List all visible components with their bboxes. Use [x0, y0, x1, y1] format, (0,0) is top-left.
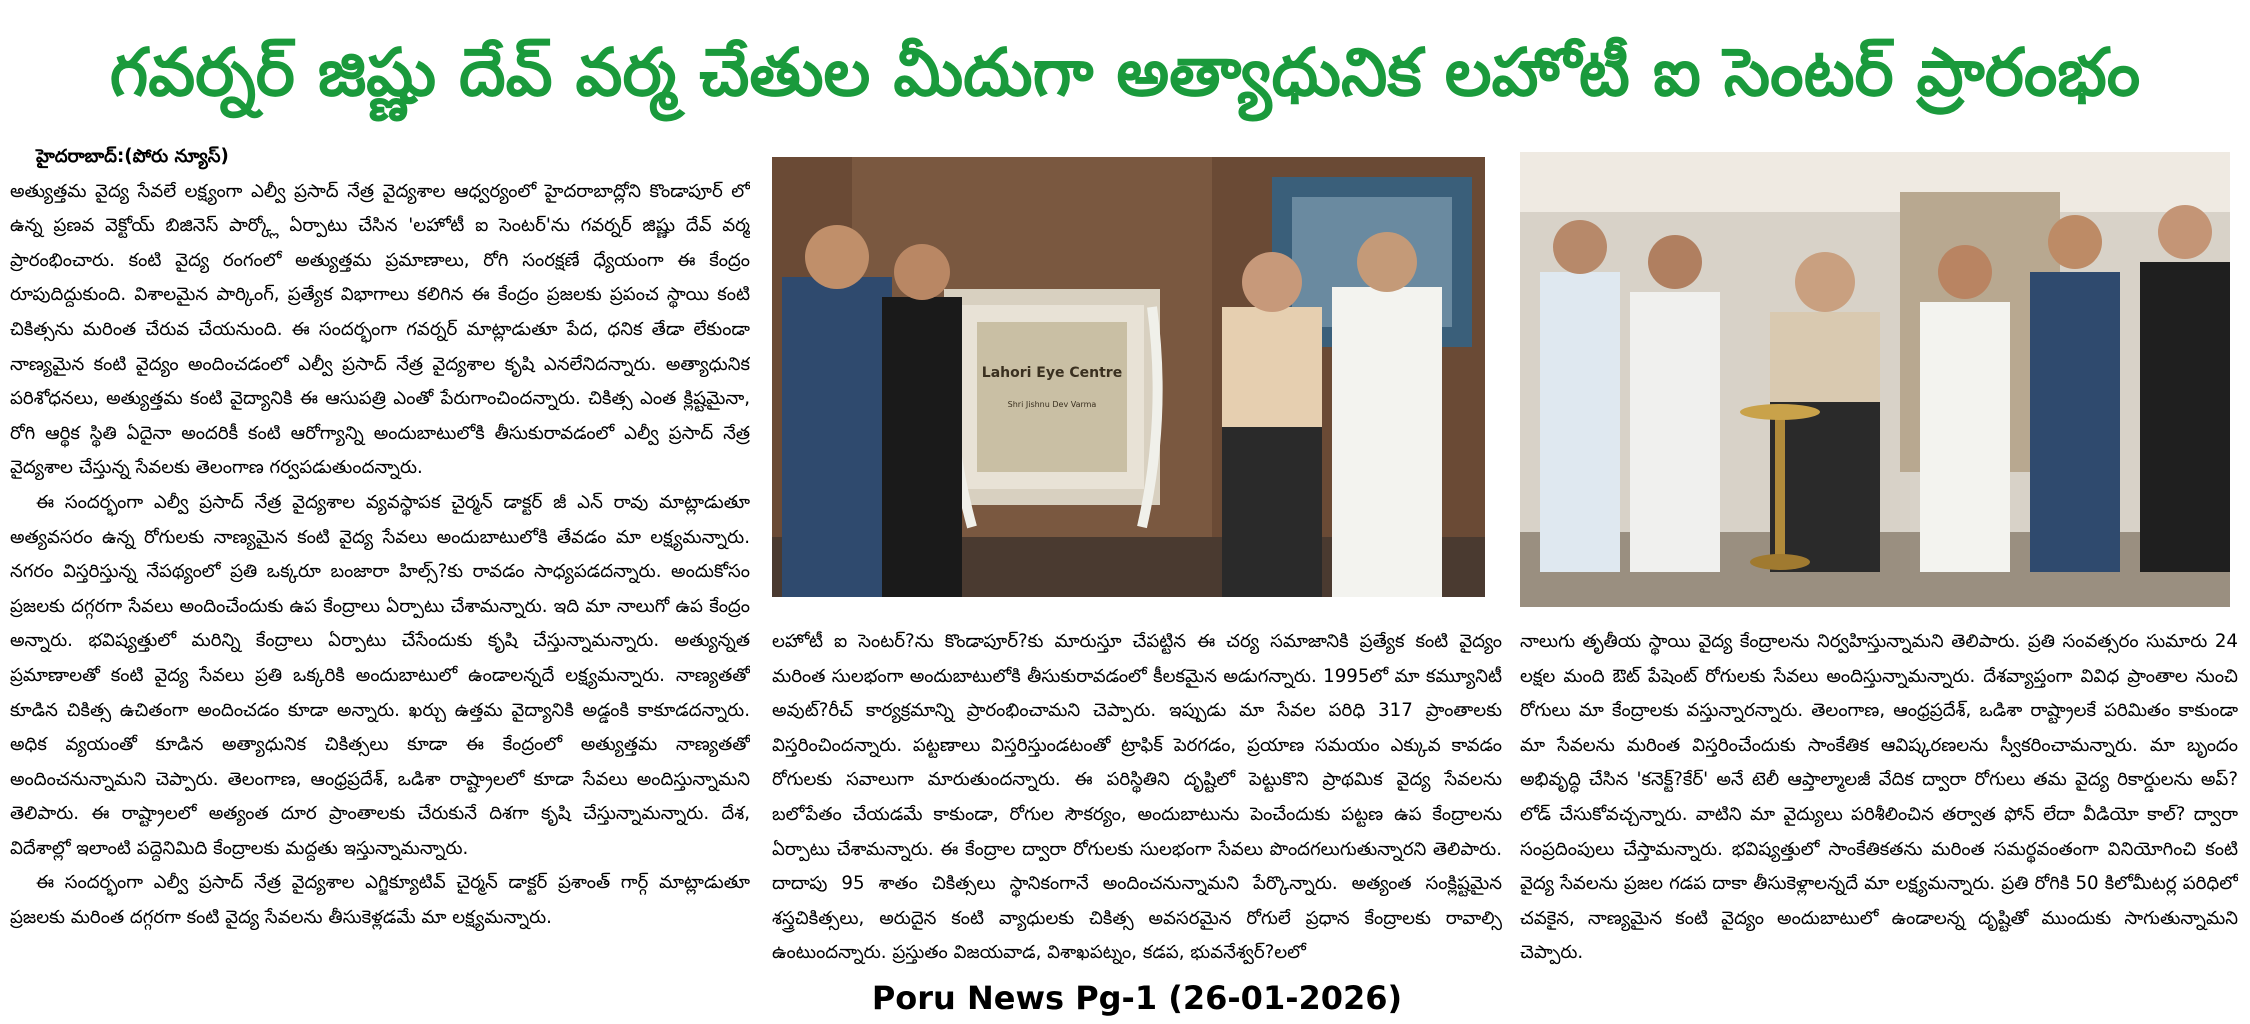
photo-plaque-unveiling-image — [772, 157, 1485, 597]
article-paragraph: ఈ సందర్భంగా ఎల్వీ ప్రసాద్ నేత్ర వైద్యశాల ఎగ్జిక్యూటివ్ చైర్మన్ డాక్టర్ ప్రశాంత్ గార్గ్ మాట్లాడుతూ ప్రజలకు మరింత దగ్గరగా కంటి వైద్య సేవలను తీసుకెళ్లడమే మా లక్ష్యమన్నారు. — [10, 872, 750, 929]
photo-lamp-lighting-image — [1520, 152, 2230, 607]
article-paragraph: లహోటీ ఐ సెంటర్?ను కొండాపూర్?కు మారుస్తూ చేపట్టిన ఈ చర్య సమాజానికి ప్రత్యేక కంటి వైద్యం మరింత సులభంగా అందుబాటులోకి తీసుకురావడంలో కీలకమైన అడుగన్నారు. 1995లో మా కమ్యూనిటీ అవుట్?రీచ్ కార్యక్రమాన్ని ప్రారంభించామని చెప్పారు. ఇప్పుడు మా సేవల పరిధి 317 ప్రాంతాలకు విస్తరించిందన్నారు. పట్టణాలు విస్తరిస్తుండటంతో ట్రాఫిక్ పెరగడం, ప్రయాణ సమయం ఎక్కువ కావడం రోగులకు సవాలుగా మారుతుందన్నారు. ఈ పరిస్థితిని దృష్టిలో పెట్టుకొని ప్రాథమిక వైద్య సేవలను బలోపేతం చేయడమే కాకుండా, రోగుల సౌకర్యం, అందుబాటును పెంచేందుకు పట్టణ ఉప కేంద్రాలను ఏర్పాటు చేశామన్నారు. ఈ కేంద్రాల ద్వారా రోగులకు సులభంగా సేవలు పొందగలుగుతున్నారని తెలిపారు. దాదాపు 95 శాతం చికిత్సలు స్థానికంగానే అందించనున్నామని పేర్కొన్నారు. అత్యంత సంక్లిష్టమైన శస్త్రచికిత్సలు, అరుదైన కంటి వ్యాధులకు చికిత్స అవసరమైన రోగులే ప్రధాన కేంద్రాలకు రావాల్సి ఉంటుందన్నారు. ప్రస్తుతం విజయవాడ, విశాఖపట్నం, కడప, భువనేశ్వర్?లలో — [772, 631, 1502, 964]
article-column-1 — [10, 140, 750, 978]
article-column-3 — [1520, 625, 2238, 983]
photo-plaque-unveiling — [772, 157, 1485, 597]
article-paragraph: ఈ సందర్భంగా ఎల్వీ ప్రసాద్ నేత్ర వైద్యశాల వ్యవస్థాపక చైర్మన్ డాక్టర్ జీ ఎన్ రావు మాట్లాడుతూ అత్యవసరం ఉన్న రోగులకు నాణ్యమైన కంటి వైద్య సేవలు అందుబాటులోకి తేవడం మా లక్ష్యమన్నారు. నగరం విస్తరిస్తున్న నేపథ్యంలో ప్రతి ఒక్కరూ బంజారా హిల్స్?కు రావడం సాధ్యపడదన్నారు. అందుకోసం ప్రజలకు దగ్గరగా సేవలు అందించేందుకు ఉప కేంద్రాలు ఏర్పాటు చేశామన్నారు. ఇది మా నాలుగో ఉప కేంద్రం అన్నారు. భవిష్యత్తులో మరిన్ని కేంద్రాలు ఏర్పాటు చేసేందుకు కృషి చేస్తున్నామన్నారు. అత్యున్నత ప్రమాణాలతో కంటి వైద్య సేవలు ప్రతి ఒక్కరికి అందుబాటులో ఉండాలన్నదే లక్ష్యమన్నారు. నాణ్యతతో కూడిన చికిత్స ఉచితంగా అందించడం కూడా అన్నారు. ఖర్చు ఉత్తమ వైద్యానికి అడ్డంకి కాకూడదన్నారు. అధిక వ్యయంతో కూడిన అత్యాధునిక చికిత్సలు కూడా ఈ కేంద్రంలో అత్యుత్తమ నాణ్యతతో అందించనున్నామని చెప్పారు. తెలంగాణ, ఆంధ్రప్రదేశ్, ఒడిశా రాష్ట్రాలలో కూడా సేవలు అందిస్తున్నామని తెలిపారు. ఈ రాష్ట్రాలలో అత్యంత దూర ప్రాంతాలకు చేరుకునే దిశగా కృషి చేస్తున్నామన్నారు. దేశ, విదేశాల్లో ఇలాంటి పద్దెనిమిది కేంద్రాలకు మద్దతు ఇస్తున్నామన్నారు. — [10, 491, 750, 859]
plaque-title: Lahori Eye Centre — [981, 365, 1123, 381]
article-paragraph: నాలుగు తృతీయ స్థాయి వైద్య కేంద్రాలను నిర్వహిస్తున్నామని తెలిపారు. ప్రతి సంవత్సరం సుమారు 24 లక్షల మంది ఔట్ పేషెంట్ రోగులకు సేవలు అందిస్తున్నామన్నారు. దేశవ్యాప్తంగా వివిధ ప్రాంతాల నుంచి రోగులు మా కేంద్రాలకు వస్తున్నారన్నారు. తెలంగాణ, ఆంధ్రప్రదేశ్, ఒడిశా రాష్ట్రాలకే పరిమితం కాకుండా మా సేవలను మరింత విస్తరించేందుకు సాంకేతిక ఆవిష్కరణలను స్వీకరించామన్నారు. మా బృందం అభివృద్ధి చేసిన 'కనెక్ట్?కేర్' అనే టెలీ ఆప్తాల్మాలజీ వేదిక ద్వారా రోగులు తమ వైద్య రికార్డులను అప్?లోడ్ చేసుకోవచ్చన్నారు. వాటిని మా వైద్యులు పరిశీలించిన తర్వాత ఫోన్ లేదా వీడియో కాల్? ద్వారా సంప్రదింపులు చేస్తామన్నారు. భవిష్యత్తులో సాంకేతికతను మరింత సమర్థవంతంగా వినియోగించి కంటి వైద్య సేవలను ప్రజల గడప దాకా తీసుకెళ్లాలన్నదే మా లక్ష్యమన్నారు. ప్రతి రోగికి 50 కిలోమీటర్ల పరిధిలో చవకైన, నాణ్యమైన కంటి వైద్యం అందుబాటులో ఉండాలన్న దృష్టితో ముందుకు సాగుతున్నామని చెప్పారు. — [1520, 631, 2238, 964]
dateline: హైదరాబాద్:(పోరు న్యూస్) — [36, 146, 229, 167]
plaque-line: Shri Jishnu Dev Varma — [1007, 400, 1097, 409]
article-paragraph: అత్యుత్తమ వైద్య సేవలే లక్ష్యంగా ఎల్వీ ప్రసాద్ నేత్ర వైద్యశాల ఆధ్వర్యంలో హైదరాబాద్లోని కొండాపూర్ లో ఉన్న ప్రణవ వెక్టోయ్ బిజినెస్ పార్క్లో ఏర్పాటు చేసిన 'లహోటీ ఐ సెంటర్'ను గవర్నర్ జిష్ణు దేవ్ వర్మ ప్రారంభించారు. కంటి వైద్య రంగంలో అత్యుత్తమ ప్రమాణాలు, రోగి సంరక్షణే ధ్యేయంగా ఈ కేంద్రం రూపుదిద్దుకుంది. విశాలమైన పార్కింగ్, ప్రత్యేక విభాగాలు కలిగిన ఈ కేంద్రం ప్రజలకు ప్రపంచ స్థాయి కంటి చికిత్సను మరింత చేరువ చేయనుంది. ఈ సందర్భంగా గవర్నర్ మాట్లాడుతూ పేద, ధనిక తేడా లేకుండా నాణ్యమైన కంటి వైద్యం అందించడంలో ఎల్వీ ప్రసాద్ నేత్ర వైద్యశాల కృషి ఎనలేనిదన్నారు. అత్యాధునిక పరిశోధనలు, అత్యుత్తమ కంటి వైద్యానికి ఈ ఆసుపత్రి ఎంతో పేరుగాంచిందన్నారు. చికిత్స ఎంత క్లిష్టమైనా, రోగి ఆర్థిక స్థితి ఏదైనా అందరికీ కంటి ఆరోగ్యాన్ని అందుబాటులోకి తీసుకురావడంలో ఎల్వీ ప్రసాద్ నేత్ర వైద్యశాల చేస్తున్న సేవలకు తెలంగాణ గర్వపడుతుందన్నారు. — [10, 180, 750, 479]
headline: గవర్నర్ జిష్ణు దేవ్ వర్మ చేతుల మీదుగా అత్యాధునిక లహోటీ ఐ సెంటర్ ప్రారంభం — [109, 34, 2141, 111]
article-column-2 — [772, 625, 1502, 983]
photo-lamp-lighting — [1520, 152, 2230, 607]
page-footer: Poru News Pg-1 (26-01-2026) — [871, 979, 1403, 1017]
